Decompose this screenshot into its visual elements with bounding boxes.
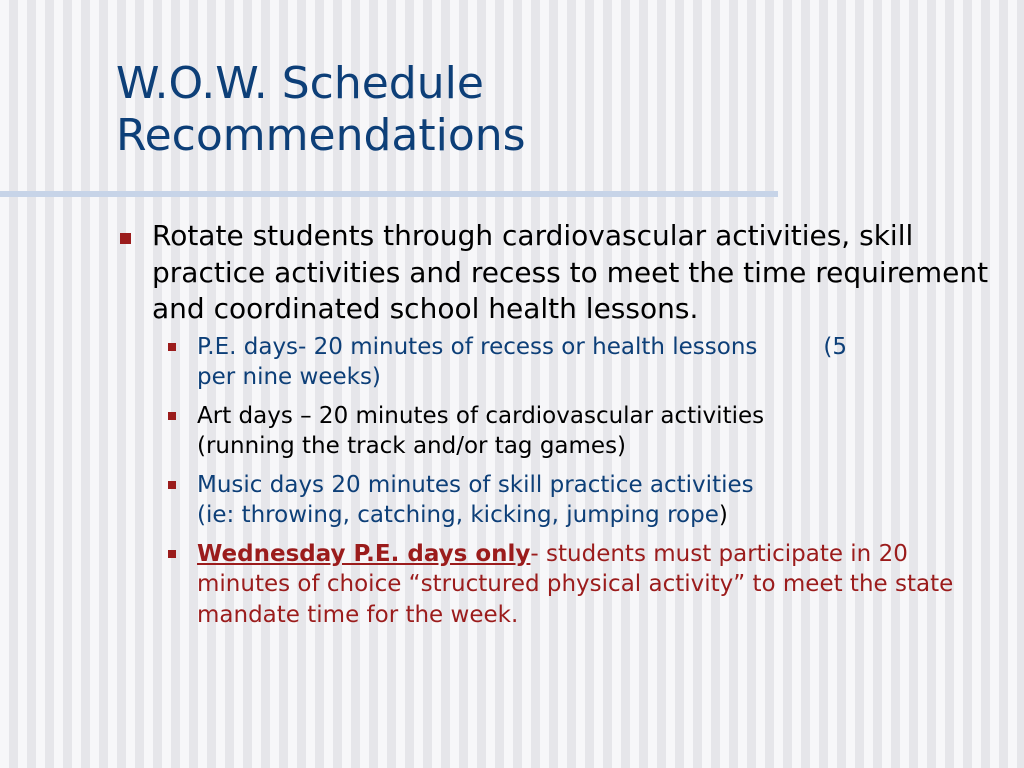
- sub-bullet-list: [116, 332, 1006, 631]
- square-bullet-icon: [168, 550, 176, 558]
- square-bullet-icon: [168, 481, 176, 489]
- pe-days-text-line-2: per nine weeks): [197, 364, 381, 390]
- slide-body: [116, 218, 1006, 638]
- main-bullet-text: Rotate students through cardiovascular activities, skill practice activities and recess to meet the time requirement and coordinated school health lessons.: [152, 219, 989, 325]
- square-bullet-icon: [120, 233, 131, 244]
- sub-bullet-music-days: [197, 470, 1006, 531]
- music-days-text: Music days 20 minutes of skill practice activities: [197, 471, 754, 498]
- sub-bullet-pe-days: [197, 332, 1006, 393]
- slide-title-line-1: W.O.W. Schedule: [116, 58, 484, 109]
- sub-bullet-wednesday: [197, 539, 1006, 631]
- slide-title-line-2: Recommendations: [116, 110, 526, 161]
- music-days-text-line-2: (ie: throwing, catching, kicking, jumping rope: [197, 502, 719, 528]
- wednesday-rest-text: - students must participate in 20 minutes of choice “structured physical activity” to meet the state mandate time for the week.: [197, 540, 954, 628]
- main-bullet-item: [116, 218, 1006, 328]
- sub-bullet-art-days: [197, 401, 1006, 462]
- square-bullet-icon: [168, 343, 176, 351]
- pe-days-text: P.E. days- 20 minutes of recess or health lessons: [197, 333, 758, 360]
- title-underline-rule: [0, 191, 778, 197]
- slide-title: [116, 58, 816, 162]
- art-days-text-line-2: (running the track and/or tag games): [197, 433, 627, 459]
- wednesday-emphasis-text: Wednesday P.E. days only: [197, 540, 531, 567]
- music-days-text-end: ): [718, 502, 728, 528]
- square-bullet-icon: [168, 412, 176, 420]
- art-days-text: Art days – 20 minutes of cardiovascular activities: [197, 402, 765, 429]
- pe-days-text-end: (5: [823, 333, 847, 360]
